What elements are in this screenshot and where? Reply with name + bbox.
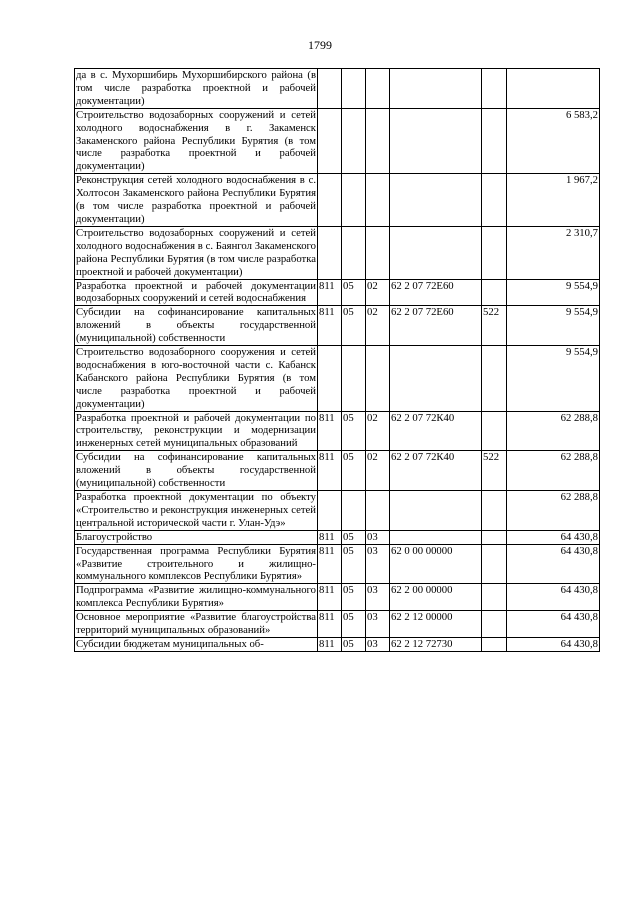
expense-type: [482, 637, 507, 651]
row-name: да в с. Мухоршибирь Мухоршибирского района (в том числе разработка проектной и рабочей документации): [76, 69, 316, 107]
subsection-code: [366, 69, 390, 109]
section-code: [342, 108, 366, 174]
amount: [507, 69, 600, 109]
amount: 64 430,8: [507, 584, 600, 611]
expense-type: [482, 174, 507, 227]
amount: 64 430,8: [507, 530, 600, 544]
amount: 9 554,9: [507, 346, 600, 412]
table-row: [75, 226, 600, 279]
target-article: 62 2 07 72Е60: [390, 279, 482, 306]
amount: 62 288,8: [507, 451, 600, 491]
row-name: Разработка проектной и рабочей документации водозаборных сооружений и сетей водоснабжения: [76, 279, 316, 305]
table-row: [75, 346, 600, 412]
section-code: [342, 226, 366, 279]
table-row: [75, 306, 600, 346]
amount: 62 288,8: [507, 491, 600, 531]
admin-code: [318, 69, 342, 109]
target-article: 62 2 07 72К40: [390, 451, 482, 491]
subsection-code: 03: [366, 584, 390, 611]
table-row: [75, 451, 600, 491]
target-article: 62 2 07 72К40: [390, 411, 482, 451]
target-article: [390, 530, 482, 544]
section-code: [342, 346, 366, 412]
subsection-code: 03: [366, 611, 390, 638]
table-row: [75, 174, 600, 227]
section-code: [342, 69, 366, 109]
target-article: 62 2 07 72Е60: [390, 306, 482, 346]
table-row: [75, 584, 600, 611]
admin-code: [318, 174, 342, 227]
section-code: 05: [342, 584, 366, 611]
target-article: 62 2 12 00000: [390, 611, 482, 638]
row-name: Реконструкция сетей холодного водоснабжения в с. Холтосон Закаменского района Республики Бурятия (в том числе разработка проектной и рабочей документации): [76, 174, 316, 225]
subsection-code: 03: [366, 637, 390, 651]
subsection-code: [366, 108, 390, 174]
subsection-code: [366, 174, 390, 227]
amount: 1 967,2: [507, 174, 600, 227]
target-article: [390, 346, 482, 412]
row-name: Строительство водозаборных сооружений и сетей холодного водоснабжения в с. Баянгол Закаменского района Республики Бурятия (в том числе разработка проектной и рабочей документации): [76, 226, 316, 278]
expense-type: [482, 226, 507, 279]
section-code: 05: [342, 530, 366, 544]
amount: 2 310,7: [507, 226, 600, 279]
row-name: Строительство водозаборного сооружения и сетей водоснабжения в юго-восточной части с. Кабанск Кабанского района Республики Бурятия (в том числе разработка проектной и рабочей документации): [76, 346, 316, 410]
admin-code: [318, 108, 342, 174]
section-code: 05: [342, 637, 366, 651]
target-article: [390, 108, 482, 174]
row-name: Разработка проектной документации по объекту «Строительство и реконструкция инженерных сетей центральной исторической части г. Улан-Удэ»: [76, 491, 316, 529]
subsection-code: 02: [366, 451, 390, 491]
subsection-code: [366, 226, 390, 279]
budget-table-body: [75, 69, 600, 652]
expense-type: [482, 108, 507, 174]
section-code: 05: [342, 544, 366, 584]
table-row: [75, 530, 600, 544]
admin-code: 811: [318, 611, 342, 638]
amount: 64 430,8: [507, 637, 600, 651]
row-name: Государственная программа Республики Бурятия «Развитие строительного и жилищно-коммунального комплексов Республики Бурятия»: [76, 544, 316, 583]
target-article: [390, 174, 482, 227]
admin-code: 811: [318, 530, 342, 544]
admin-code: 811: [318, 279, 342, 306]
admin-code: [318, 226, 342, 279]
amount: 6 583,2: [507, 108, 600, 174]
expense-type: [482, 411, 507, 451]
table-row: [75, 279, 600, 306]
target-article: [390, 491, 482, 531]
section-code: [342, 174, 366, 227]
row-name: Подпрограмма «Развитие жилищно-коммунального комплекса Республики Бурятия»: [76, 584, 316, 610]
amount: 62 288,8: [507, 411, 600, 451]
admin-code: 811: [318, 306, 342, 346]
table-row: [75, 491, 600, 531]
target-article: 62 0 00 00000: [390, 544, 482, 584]
expense-type: [482, 544, 507, 584]
subsection-code: 02: [366, 279, 390, 306]
table-row: [75, 544, 600, 584]
admin-code: [318, 491, 342, 531]
admin-code: 811: [318, 451, 342, 491]
table-row: [75, 611, 600, 638]
section-code: 05: [342, 411, 366, 451]
expense-type: [482, 530, 507, 544]
subsection-code: 03: [366, 544, 390, 584]
row-name: Основное мероприятие «Развитие благоустройства территорий муниципальных образований»: [76, 611, 316, 637]
table-row: [75, 69, 600, 109]
target-article: 62 2 00 00000: [390, 584, 482, 611]
subsection-code: 02: [366, 306, 390, 346]
expense-type: [482, 491, 507, 531]
admin-code: 811: [318, 584, 342, 611]
row-name: Строительство водозаборных сооружений и сетей холодного водоснабжения в г. Закаменск Закаменского района Республики Бурятия (в том числе разработка проектной и рабочей документации): [76, 108, 316, 173]
expense-type: [482, 279, 507, 306]
table-row: [75, 108, 600, 174]
amount: 9 554,9: [507, 279, 600, 306]
row-name: Разработка проектной и рабочей документации по строительству, реконструкции и модернизации инженерных сетей муниципальных образований: [76, 411, 316, 450]
admin-code: 811: [318, 411, 342, 451]
subsection-code: [366, 346, 390, 412]
expense-type: 522: [482, 306, 507, 346]
admin-code: [318, 346, 342, 412]
subsection-code: [366, 491, 390, 531]
section-code: 05: [342, 279, 366, 306]
expense-type: 522: [482, 451, 507, 491]
expense-type: [482, 584, 507, 611]
admin-code: 811: [318, 637, 342, 651]
admin-code: 811: [318, 544, 342, 584]
amount: 64 430,8: [507, 544, 600, 584]
row-name: Субсидии бюджетам муниципальных об-: [75, 637, 318, 651]
table-row: [75, 411, 600, 451]
expense-type: [482, 69, 507, 109]
subsection-code: 02: [366, 411, 390, 451]
amount: 9 554,9: [507, 306, 600, 346]
target-article: [390, 69, 482, 109]
subsection-code: 03: [366, 530, 390, 544]
section-code: 05: [342, 451, 366, 491]
section-code: 05: [342, 611, 366, 638]
page-number: 1799: [308, 38, 332, 52]
budget-table: [74, 68, 600, 652]
table-row: [75, 637, 600, 651]
section-code: 05: [342, 306, 366, 346]
row-name: Субсидии на софинансирование капитальных вложений в объекты государственной (муниципальной) собственности: [76, 306, 316, 345]
target-article: [390, 226, 482, 279]
section-code: [342, 491, 366, 531]
target-article: 62 2 12 72730: [390, 637, 482, 651]
row-name: Субсидии на софинансирование капитальных вложений в объекты государственной (муниципальной) собственности: [76, 451, 316, 490]
amount: 64 430,8: [507, 611, 600, 638]
row-name: Благоустройство: [75, 530, 318, 544]
expense-type: [482, 346, 507, 412]
expense-type: [482, 611, 507, 638]
